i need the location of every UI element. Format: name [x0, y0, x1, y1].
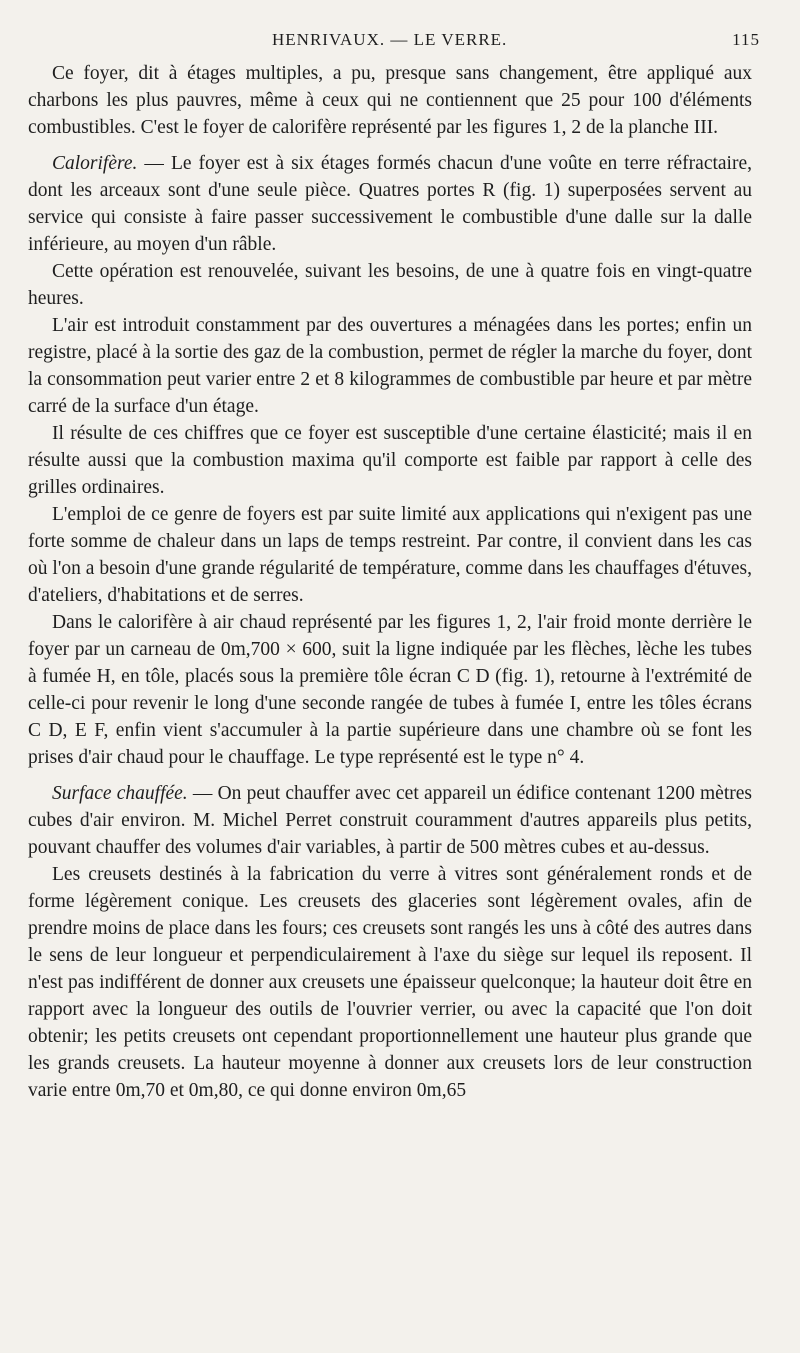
running-title: HENRIVAUX. — LE VERRE.	[272, 30, 508, 49]
paragraph-text: Dans le calorifère à air chaud représenté par les figures 1, 2, l'air froid monte derrière le foyer par un carneau de 0m,700 × 600, suit la ligne indiquée par les flèches, lèche les tubes à fumée H, en tôle, placés sous la première tôle écran C D (fig. 1), retourne à l'extrémité de celle-ci pour revenir le long d'une seconde rangée de tubes à fumée I, entre les tôles écrans C D, E F, enfin vient s'accumuler à la partie supérieure dans une chambre où se font les prises d'air chaud pour le chauffage. Le type représenté est le type n° 4.	[28, 612, 752, 768]
paragraph-text: Les creusets destinés à la fabrication du verre à vitres sont généralement ronds et de forme légèrement conique. Les creusets des glaceries sont légèrement ovales, afin de prendre moins de place dans les fours; ces creusets sont rangés les uns à côté des autres dans le sens de leur longueur et perpendiculairement à l'axe du siège sur lequel ils reposent. Il n'est pas indifférent de donner aux creusets une épaisseur quelconque; la hauteur doit être en rapport avec la longueur des outils de l'ouvrier verrier, ou avec la capacité que l'on doit obtenir; les petits creusets ont cependant proportionnellement une hauteur plus grande que les grands creusets. La hauteur moyenne à donner aux creusets lors de leur construction varie entre 0m,70 et 0m,80, ce qui donne environ 0m,65	[28, 864, 752, 1101]
paragraph-air-chaud	[28, 609, 752, 771]
paragraph-air	[28, 312, 752, 420]
paragraph-text: L'air est introduit constamment par des ouvertures a ménagées dans les portes; enfin un registre, placé à la sortie des gaz de la combustion, permet de régler la marche du foyer, dont la consommation peut varier entre 2 et 8 kilogrammes de combustible par heure et par mètre carré de la surface d'un étage.	[28, 315, 752, 417]
paragraph-operation	[28, 258, 752, 312]
paragraph-text: L'emploi de ce genre de foyers est par suite limité aux applications qui n'exigent pas une forte somme de chaleur dans un laps de temps restreint. Par contre, il convient dans les cas où l'on a besoin d'une grande régularité de température, comme dans les chauffages d'étuves, d'ateliers, d'habitations et de serres.	[28, 504, 752, 606]
paragraph-foyer-multiples	[28, 60, 752, 141]
paragraph-text: Il résulte de ces chiffres que ce foyer est susceptible d'une certaine élasticité; mais il en résulte aussi que la combustion maxima qu'il comporte est faible par rapport à celle des grilles ordinaires.	[28, 423, 752, 498]
paragraph-text: Cette opération est renouvelée, suivant les besoins, de une à quatre fois en vingt-quatre heures.	[28, 261, 752, 309]
paragraph-text: — On peut chauffer avec cet appareil un édifice contenant 1200 mètres cubes d'air environ. M. Michel Perret construit couramment d'autres appareils plus petits, pouvant chauffer des volumes d'air variables, à partir de 500 mètres cubes et au-dessus.	[28, 783, 752, 858]
body-text	[28, 60, 752, 1104]
paragraph-lead: Surface chauffée.	[52, 783, 188, 804]
paragraph-surface-chauffee	[28, 780, 752, 861]
running-head	[0, 30, 800, 54]
paragraph-elasticite	[28, 420, 752, 501]
paragraph-calorifere	[28, 150, 752, 258]
page-number: 115	[732, 30, 760, 49]
paragraph-creusets	[28, 861, 752, 1104]
paragraph-emploi	[28, 501, 752, 609]
paragraph-text: — Le foyer est à six étages formés chacun d'une voûte en terre réfractaire, dont les arceaux sont d'une seule pièce. Quatres portes R (fig. 1) superposées servent au service qui consiste à faire passer successivement le combustible d'une dalle sur la dalle inférieure, au moyen d'un râble.	[28, 153, 752, 255]
paragraph-lead: Calorifère.	[52, 153, 138, 174]
paragraph-text: Ce foyer, dit à étages multiples, a pu, presque sans changement, être appliqué aux charbons les plus pauvres, même à ceux qui ne contiennent que 25 pour 100 d'éléments combustibles. C'est le foyer de calorifère représenté par les figures 1, 2 de la planche III.	[28, 63, 752, 138]
